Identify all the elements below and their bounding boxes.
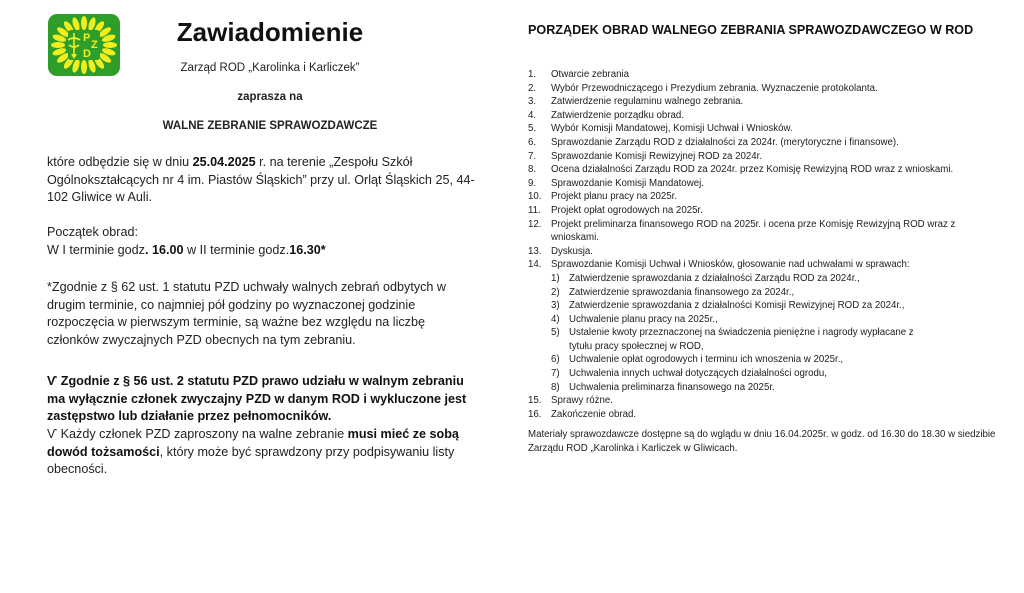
logo-petal xyxy=(81,16,87,30)
agenda-item-text: Ocena działalności Zarządu ROD za 2024r. przez Komisję Rewizyjną ROD wraz z wnioskami. xyxy=(551,164,954,176)
agenda-item-number: 7. xyxy=(528,150,537,162)
agenda-subitem-number: 4) xyxy=(551,313,560,325)
agenda-subitem-number: 1) xyxy=(551,272,560,284)
pzd-logo-icon xyxy=(48,14,120,76)
start-text: w II terminie godz. xyxy=(183,242,290,257)
agenda-item xyxy=(528,122,998,136)
agenda-item-text: Zatwierdzenie regulaminu walnego zebrania. xyxy=(551,96,744,108)
notice-invites: zaprasza na xyxy=(237,91,303,103)
agenda-item xyxy=(528,245,998,259)
agenda-item-text: Wybór Komisji Mandatowej, Komisji Uchwał i Wniosków. xyxy=(551,123,793,135)
agenda-subitem-number: 7) xyxy=(551,368,560,380)
agenda-item xyxy=(528,218,998,245)
agenda-item-text: Sprawy różne. xyxy=(551,395,613,407)
venue-text: które odbędzie się w dniu xyxy=(47,155,193,169)
agenda-item-number: 9. xyxy=(528,177,537,189)
first-term-time: . 16.00 xyxy=(144,242,184,257)
agenda-item-number: 1. xyxy=(528,69,537,80)
agenda-subitem-number: 3) xyxy=(551,300,560,312)
agenda-item xyxy=(528,258,998,272)
rule-text: Ѵ Każdy członek PZD zaproszony na walne zebranie xyxy=(47,427,348,441)
agenda-item-number: 8. xyxy=(528,164,537,176)
venue-text: r. na terenie „Zespołu Szkół Ogólnokształcących nr 4 im. Piastów Śląskich” przy ul. Orląt Śląskich 25, 44-102 Gliwice w Auli. xyxy=(47,155,475,205)
agenda-item-text: Sprawozdanie Komisji Uchwał i Wniosków, głosowanie nad uchwałami w sprawach: xyxy=(551,259,910,271)
agenda-subitem xyxy=(528,367,998,381)
event-date: 25.04.2025 xyxy=(192,155,256,169)
notice-title: Zawiadomienie xyxy=(176,17,364,47)
statute-note: *Zgodnie z § 62 ust. 1 statutu PZD uchwały walnych zebrań odbytych w drugim terminie, co najmniej pół godziny po wyznaczonej godzinie rozpoczęcia w pierwszym terminie, są ważne bez względu na liczbę członków zwyczajnych PZD obecnych na tym zebraniu. xyxy=(47,280,447,347)
rule-identity xyxy=(47,426,477,479)
venue-paragraph xyxy=(47,154,477,207)
agenda-item-number: 5. xyxy=(528,123,537,135)
agenda-item-number: 6. xyxy=(528,136,537,148)
agenda-item-number: 4. xyxy=(528,109,537,121)
agenda-subitem xyxy=(528,326,998,353)
agenda-subitem-number: 2) xyxy=(551,286,560,298)
start-text: W I terminie godz xyxy=(47,242,145,257)
notice-subtitle: Zarząd ROD „Karolinka i Karliczek” xyxy=(180,62,360,74)
agenda-subitem xyxy=(528,381,998,395)
agenda-item xyxy=(528,163,998,177)
agenda-subitem-text: Zatwierdzenie sprawozdania finansowego za 2024r., xyxy=(569,286,795,298)
agenda-item-text: Sprawozdanie Komisji Rewizyjnej ROD za 2024r. xyxy=(551,150,763,162)
agenda-item-text: Sprawozdanie Komisji Mandatowej. xyxy=(551,177,704,189)
agenda-item-text: Projekt preliminarza finansowego ROD na 2025r. i ocena prze Komisję Rewizyjną ROD wraz z wnioskami. xyxy=(551,218,956,244)
rule-text: , który może być sprawdzony przy podpisywaniu listy obecności. xyxy=(47,444,455,477)
svg-text:D: D xyxy=(83,48,91,60)
rule-emphasis: musi mieć ze sobą dowód tożsamości xyxy=(47,427,459,459)
agenda-subitem-number: 6) xyxy=(551,354,560,366)
agenda-subitem xyxy=(528,272,998,286)
start-paragraph xyxy=(47,224,477,259)
agenda-item xyxy=(528,82,998,96)
agenda-item xyxy=(528,68,998,82)
second-term-time: 16.30* xyxy=(289,242,326,257)
agenda-item xyxy=(528,394,998,408)
agenda-item-text: Dyskusja. xyxy=(551,245,593,257)
agenda-item xyxy=(528,177,998,191)
agenda-item xyxy=(528,136,998,150)
materials-note: Materiały sprawozdawcze dostępne są do wglądu w dniu 16.04.2025r. w godz. od 16.30 do 18.30 w siedzibie Zarządu ROD „Karolinka i Karliczek w Gliwicach. xyxy=(528,429,996,454)
logo-petal xyxy=(81,60,87,74)
agenda-item-text: Projekt planu pracy na 2025r. xyxy=(551,191,678,203)
agenda-item-number: 3. xyxy=(528,96,537,108)
logo-petal xyxy=(51,42,65,48)
logo-petal xyxy=(103,42,117,48)
agenda-item xyxy=(528,190,998,204)
agenda-item-text: Zakończenie obrad. xyxy=(551,408,637,420)
agenda-subitem-text: Zatwierdzenie sprawozdania z działalności Komisji Rewizyjnej ROD za 2024r., xyxy=(569,300,905,312)
agenda-item xyxy=(528,109,998,123)
agenda-subitem xyxy=(528,353,998,367)
agenda-item-number: 2. xyxy=(528,82,537,94)
agenda-item-number: 13. xyxy=(528,245,542,257)
agenda-item-text: Zatwierdzenie porządku obrad. xyxy=(551,109,685,121)
agenda-subitem-number: 8) xyxy=(551,381,560,393)
agenda-item-text: Sprawozdanie Zarządu ROD z działalności za 2024r. (merytoryczne i finansowe). xyxy=(551,136,899,148)
agenda-item-number: 10. xyxy=(528,191,542,203)
agenda-subitem xyxy=(528,313,998,327)
agenda-item-text: Projekt opłat ogrodowych na 2025r. xyxy=(551,204,703,216)
agenda-subitem-text: Uchwalenie planu pracy na 2025r., xyxy=(569,313,718,325)
agenda-list xyxy=(528,68,998,421)
agenda-subitem xyxy=(528,299,998,313)
agenda-item xyxy=(528,150,998,164)
event-name: WALNE ZEBRANIE SPRAWOZDAWCZE xyxy=(162,120,378,132)
rule-participation: Ѵ Zgodnie z § 56 ust. 2 statutu PZD prawo udziału w walnym zebraniu ma wyłącznie członek zwyczajny PZD w danym ROD i wykluczone jest zastępstwo lub działanie przez pełnomocników. xyxy=(47,374,467,424)
agenda-subitem-text: Uchwalenie opłat ogrodowych i terminu ich wnoszenia w 2025r., xyxy=(569,354,844,366)
agenda-item xyxy=(528,204,998,218)
svg-text:Z: Z xyxy=(91,39,98,51)
agenda-item xyxy=(528,95,998,109)
agenda-subitem-text: Uchwalenia preliminarza finansowego na 2025r. xyxy=(569,381,775,393)
agenda-item-number: 16. xyxy=(528,408,542,420)
agenda-item-text: Otwarcie zebrania xyxy=(551,69,630,80)
agenda-item-number: 12. xyxy=(528,218,542,230)
agenda-subitem xyxy=(528,286,998,300)
agenda-item xyxy=(528,408,998,422)
agenda-item-text: Wybór Przewodniczącego i Prezydium zebrania. Wyznaczenie protokolanta. xyxy=(551,82,878,94)
start-label: Początek obrad: xyxy=(47,225,139,239)
agenda-item-number: 15. xyxy=(528,395,542,407)
agenda-item-number: 14. xyxy=(528,259,542,271)
agenda-title: PORZĄDEK OBRAD WALNEGO ZEBRANIA SPRAWOZDAWCZEGO W ROD xyxy=(528,23,974,37)
agenda-subitem-text: Uchwalenia innych uchwał dotyczących działalności ogrodu, xyxy=(569,368,827,380)
svg-text:P: P xyxy=(83,32,91,44)
pzd-logo xyxy=(48,14,120,76)
agenda-item-number: 11. xyxy=(528,204,541,216)
agenda-subitem-text: Zatwierdzenie sprawozdania z działalności Zarządu ROD za 2024r., xyxy=(569,272,860,284)
agenda-subitem-number: 5) xyxy=(551,327,560,339)
agenda-subitem-text: Ustalenie kwoty przeznaczonej na świadczenia pieniężne i nagrody wypłacane z tytułu pracy społecznej w ROD, xyxy=(569,327,914,352)
